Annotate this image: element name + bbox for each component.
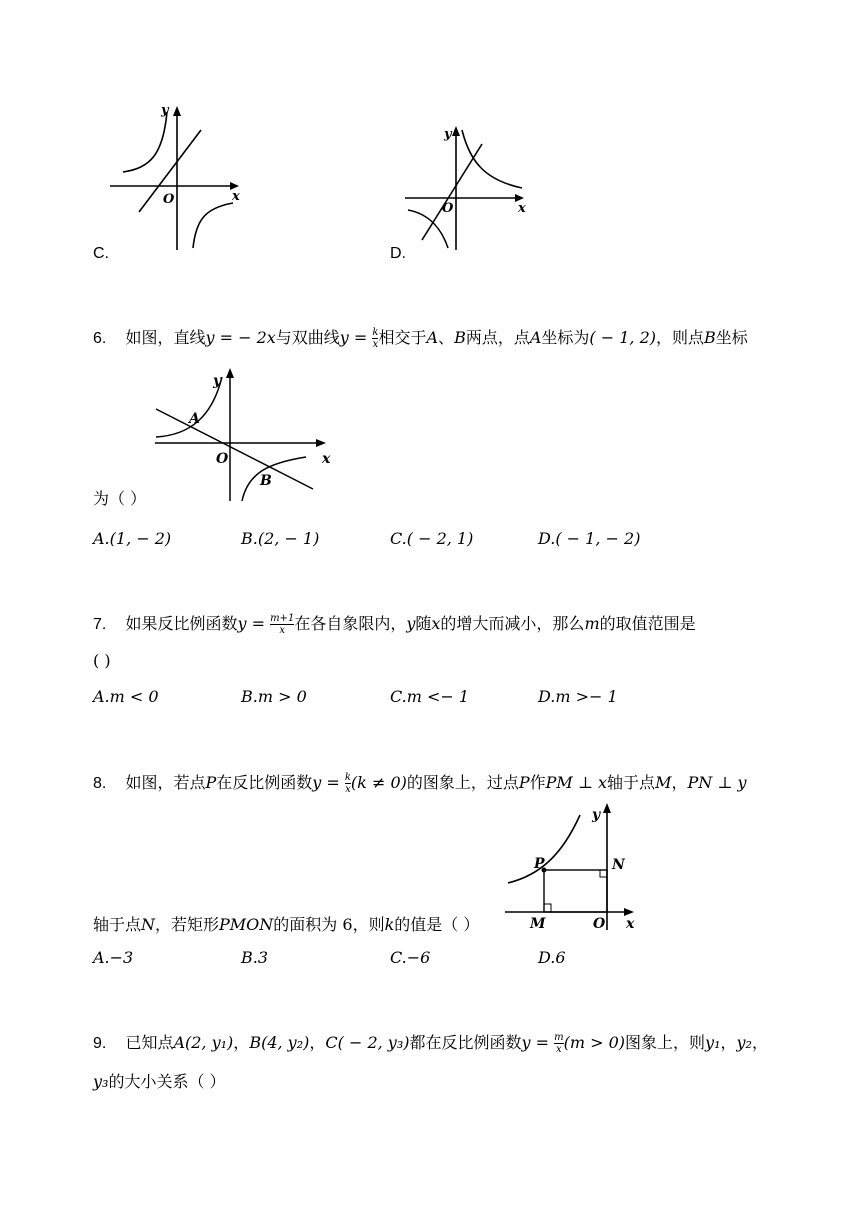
fig6-y-label: y bbox=[213, 373, 222, 389]
option-d-label: D. bbox=[390, 245, 406, 262]
fig8-m-label: M bbox=[530, 916, 546, 932]
question-number: 7. bbox=[93, 616, 107, 633]
figure-question-8 bbox=[500, 795, 645, 935]
fig8-n-label: N bbox=[612, 857, 625, 873]
q7-option-a[interactable]: A.m < 0 bbox=[93, 687, 159, 706]
fraction: $\frac{k}{x}$ bbox=[344, 772, 351, 795]
question-8-stem: 8. 如图，若点P在反比例函数$y = \frac{k}{x}$ (k ≠ 0)的图象上，过点P作PM ⊥ x轴于点M，PN ⊥ y bbox=[93, 772, 747, 795]
question-7-stem: 7. 如果反比例函数$y = \frac{m+1}{x}$ 在各自象限内，y随x的增大而减小，那么m的取值范围是 bbox=[93, 613, 696, 636]
fig8-y-label: y bbox=[592, 807, 601, 823]
fraction: $\frac{m+1}{x}$ bbox=[270, 613, 295, 636]
fraction: $\frac{k}{x}$ bbox=[372, 327, 379, 350]
q8-option-a[interactable]: A.−3 bbox=[93, 948, 134, 967]
q6-option-b[interactable]: B.(2, − 1) bbox=[241, 529, 320, 548]
q8-option-b[interactable]: B.3 bbox=[241, 948, 269, 967]
q8-option-d[interactable]: D.6 bbox=[538, 948, 566, 967]
fraction: $\frac{m}{x}$ bbox=[554, 1032, 564, 1055]
answer-blank: ( ) bbox=[93, 651, 111, 670]
option-c-label: C. bbox=[93, 245, 109, 262]
q7-option-b[interactable]: B.m > 0 bbox=[241, 687, 307, 706]
fig5d-x-label: x bbox=[518, 201, 526, 216]
q6-option-c[interactable]: C.( − 2, 1) bbox=[390, 529, 474, 548]
q8-option-c[interactable]: C.−6 bbox=[390, 948, 431, 967]
fig5d-y-label: y bbox=[444, 127, 452, 142]
question-6-stem: 6. 如图，直线y = − 2x与双曲线$y = \frac{k}{x}$ 相交于A、B两点，点A坐标为( − 1, 2)，则点B坐标 bbox=[93, 327, 748, 350]
question-number: 9. bbox=[93, 1035, 107, 1052]
fig5c-o-label: O bbox=[163, 192, 175, 207]
question-9-stem-end: y₃的大小关系（ ） bbox=[93, 1072, 226, 1091]
fig8-x-label: x bbox=[626, 916, 635, 932]
q7-option-c[interactable]: C.m <− 1 bbox=[390, 687, 470, 706]
fig6-point-a-label: A bbox=[189, 411, 200, 427]
question-9-stem: 9. 已知点A(2, y₁)，B(4, y₂)，C( − 2, y₃)都在反比例函数$y = \frac{m}{x}$ (m > 0)图象上，则y₁，y₂， bbox=[93, 1032, 768, 1055]
q7-option-d[interactable]: D.m >− 1 bbox=[538, 687, 618, 706]
fig5c-y-label: y bbox=[161, 103, 169, 118]
fig5c-x-label: x bbox=[232, 189, 240, 204]
fig8-o-label: O bbox=[593, 916, 606, 932]
fig6-x-label: x bbox=[322, 451, 331, 467]
fig8-p-label: P bbox=[534, 856, 545, 872]
q6-option-d[interactable]: D.( − 1, − 2) bbox=[538, 529, 641, 548]
figure-option-d bbox=[400, 122, 535, 252]
question-number: 8. bbox=[93, 775, 107, 792]
fig6-o-label: O bbox=[216, 451, 229, 467]
q6-option-a[interactable]: A.(1, − 2) bbox=[93, 529, 172, 548]
question-number: 6. bbox=[93, 330, 107, 347]
figure-option-c bbox=[105, 100, 250, 255]
question-8-stem-end: 轴于点N，若矩形PMON的面积为 6，则k的值是（ ） bbox=[93, 915, 480, 934]
question-6-stem-end: 为（ ） bbox=[93, 489, 147, 508]
fig5d-o-label: O bbox=[442, 201, 454, 216]
figure-question-6 bbox=[150, 365, 340, 505]
fig6-point-b-label: B bbox=[260, 473, 272, 489]
